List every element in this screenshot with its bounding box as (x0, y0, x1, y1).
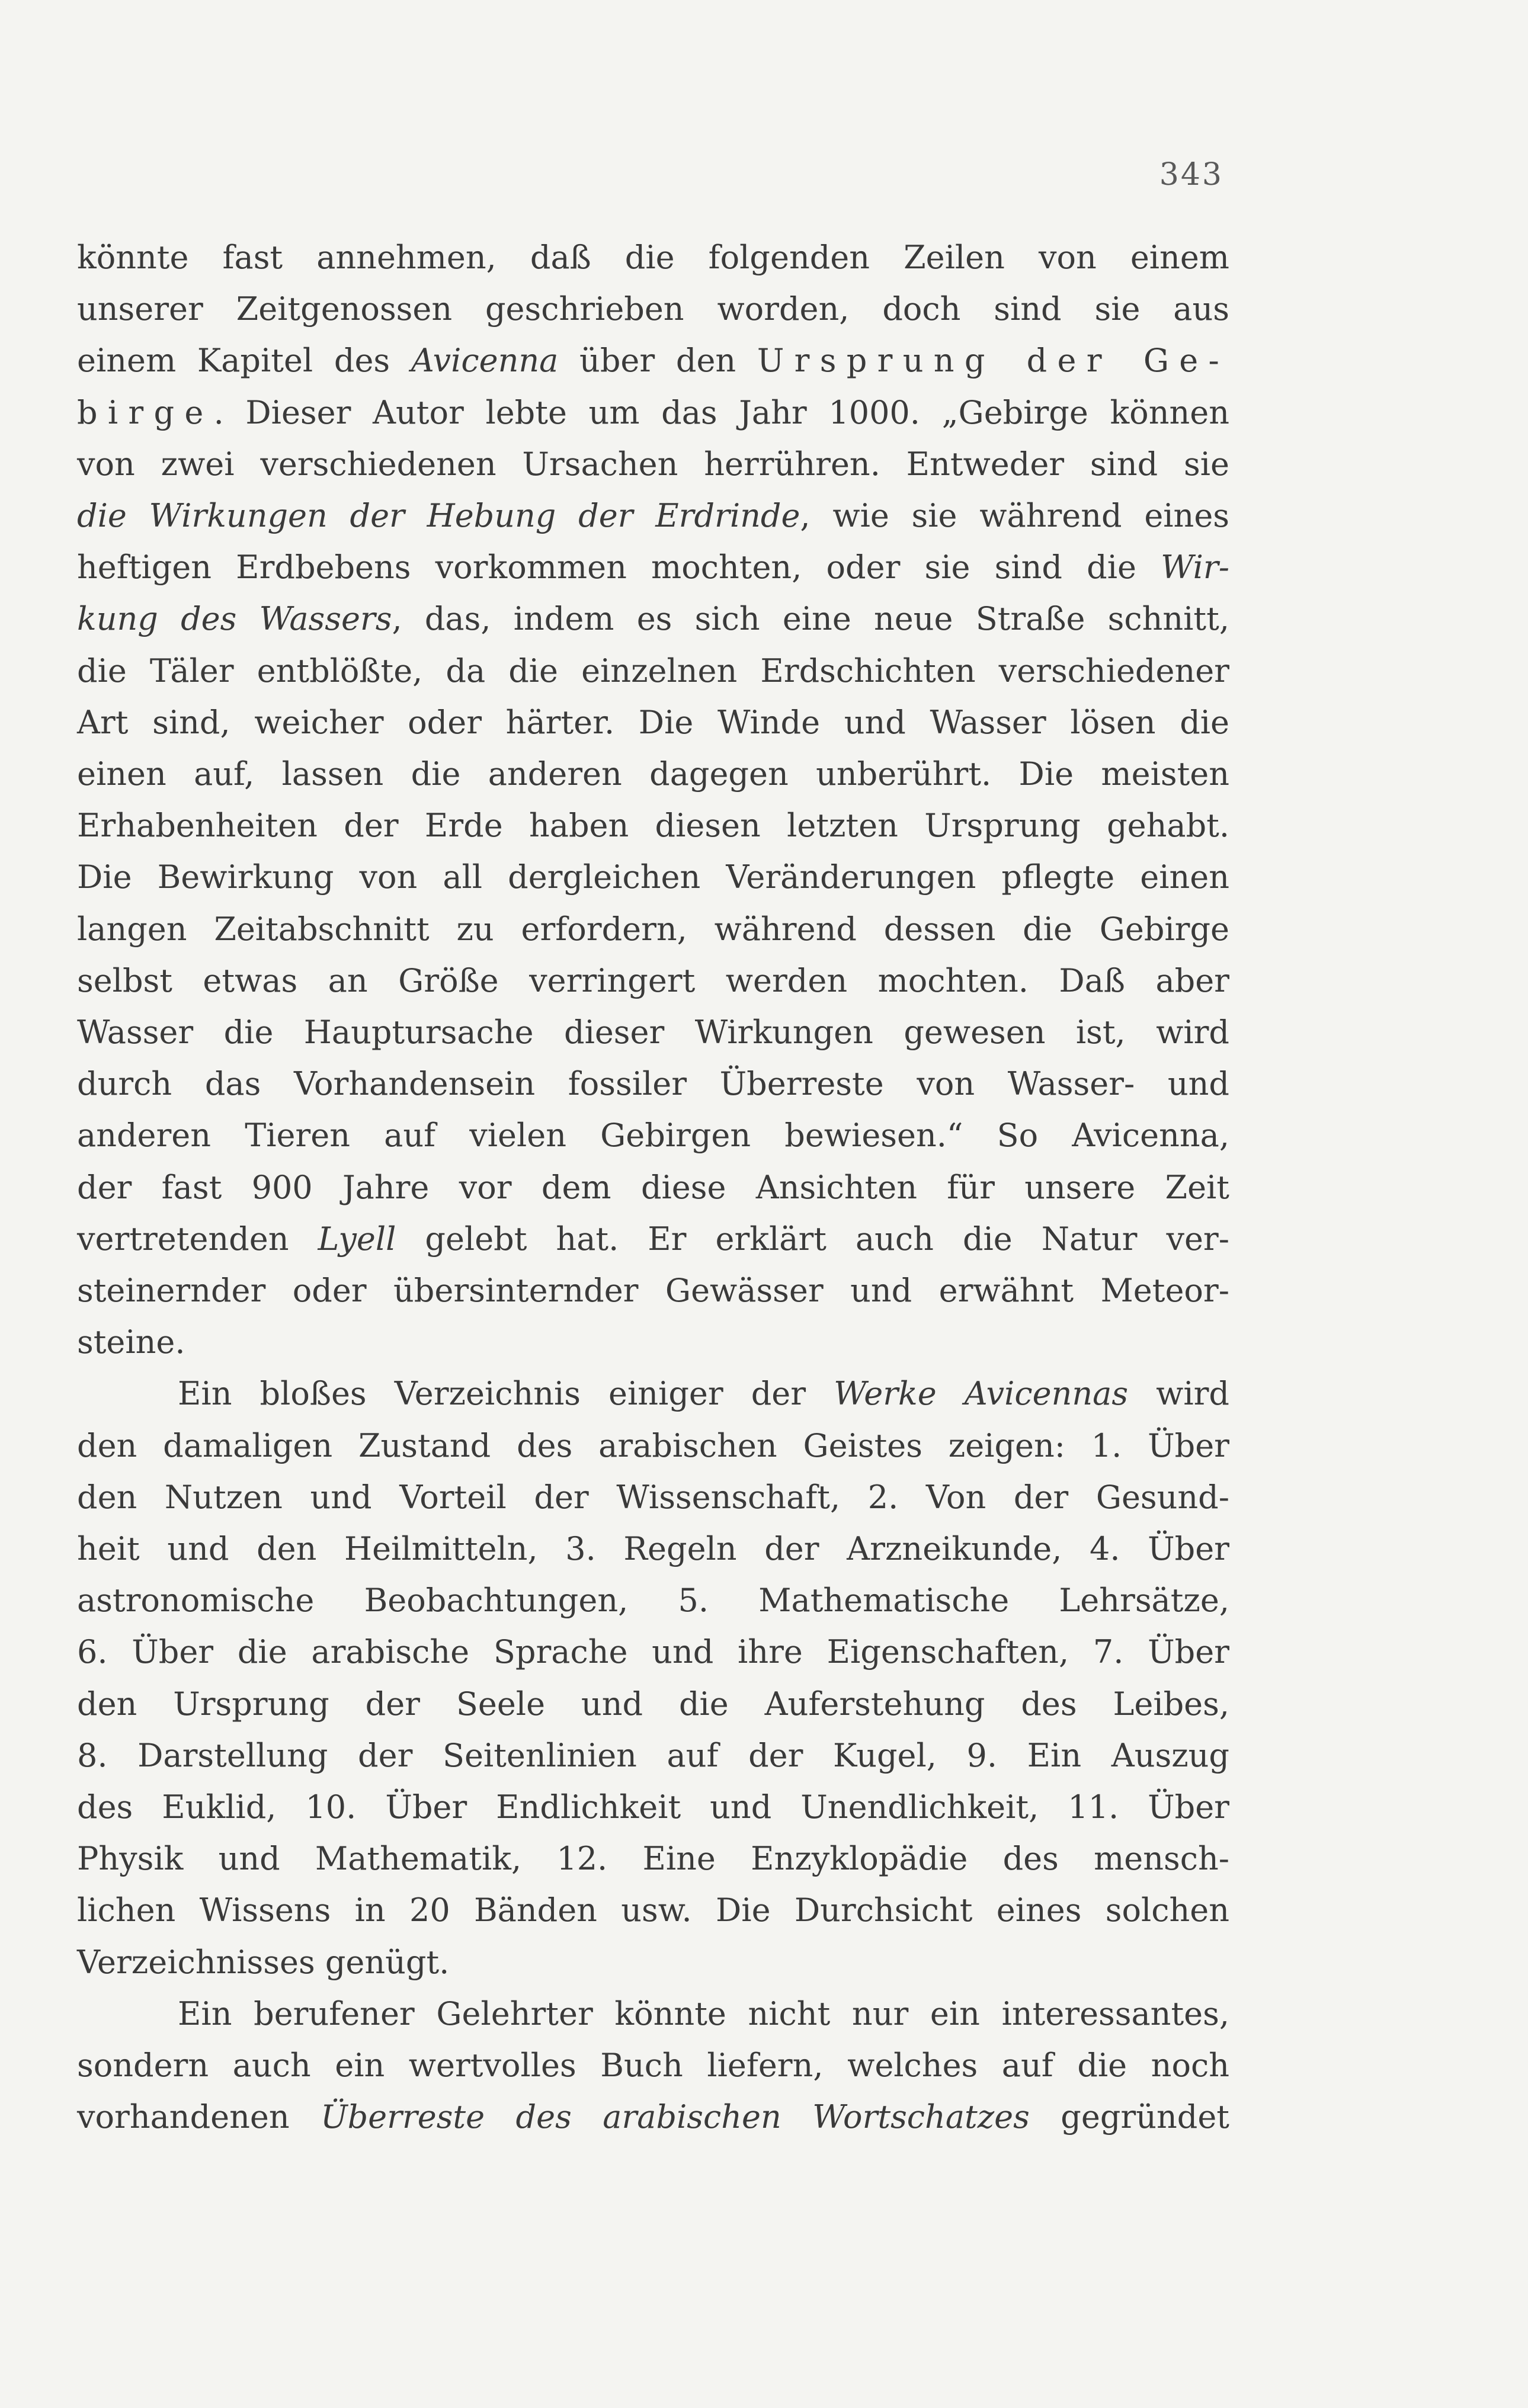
text-line (77, 1525, 1229, 1573)
text-line (77, 699, 1229, 746)
text-line (77, 1319, 1229, 1366)
text-segment: steine. (77, 1323, 185, 1361)
spaced-text: birge (77, 394, 214, 431)
text-segment: durch das Vorhandensein fossiler Überreste von Wasser- und (77, 1065, 1229, 1102)
text-segment: könnte fast annehmen, daß die folgenden Zeilen von einem (77, 239, 1229, 276)
text-line (77, 2042, 1229, 2089)
text-segment: Erhabenheiten der Erde haben diesen letzten Ursprung gehabt. (77, 807, 1229, 844)
text-segment: selbst etwas an Größe verringert werden mochten. Daß aber (77, 962, 1229, 999)
text-line (77, 337, 1229, 384)
spaced-text: Ursprung der Ge- (757, 342, 1229, 379)
text-line (77, 1474, 1229, 1521)
text-line (77, 234, 1229, 281)
text-line (77, 544, 1229, 591)
text-line (77, 286, 1229, 333)
text-line (77, 441, 1229, 488)
text-line (77, 1784, 1229, 1831)
text-line (77, 906, 1229, 953)
text-segment: einem Kapitel des (77, 342, 411, 379)
text-line (77, 2093, 1229, 2141)
text-segment: den Ursprung der Seele und die Auferstehung des Leibes, (77, 1685, 1229, 1723)
text-line (77, 1112, 1229, 1159)
text-segment: des Euklid, 10. Über Endlichkeit und Unendlichkeit, 11. Über (77, 1788, 1229, 1826)
text-segment: Physik und Mathematik, 12. Eine Enzyklopädie des mensch- (77, 1840, 1229, 1877)
text-line (77, 802, 1229, 849)
text-segment: unserer Zeitgenossen geschrieben worden, doch sind sie aus (77, 290, 1229, 328)
text-segment: sondern auch ein wertvolles Buch liefern, welches auf die noch (77, 2047, 1229, 2084)
text-segment: 8. Darstellung der Seitenlinien auf der Kugel, 9. Ein Auszug (77, 1737, 1229, 1774)
text-segment: Wasser die Hauptursache dieser Wirkungen gewesen ist, wird (77, 1014, 1229, 1051)
text-segment: der fast 900 Jahre vor dem diese Ansichten für unsere Zeit (77, 1169, 1229, 1206)
text-segment: steinernder oder übersinternder Gewässer und erwähnt Meteor- (77, 1272, 1229, 1309)
text-line (178, 1990, 1229, 2038)
page-number: 343 (1159, 157, 1223, 193)
text-line (77, 1939, 1229, 1986)
text-segment: Ein berufener Gelehrter könnte nicht nur ein interessantes, (178, 1995, 1229, 2032)
text-segment: vorhandenen (77, 2098, 321, 2136)
italic-text: kung des Wassers (77, 600, 392, 637)
text-segment: heit und den Heilmitteln, 3. Regeln der Arzneikunde, 4. Über (77, 1530, 1229, 1567)
text-line (77, 647, 1229, 695)
text-line (77, 854, 1229, 901)
text-line (77, 1732, 1229, 1779)
text-line (77, 1628, 1229, 1676)
text-segment: anderen Tieren auf vielen Gebirgen bewiesen.“ So Avicenna, (77, 1117, 1229, 1154)
italic-text: die Wirkungen der Hebung der Erdrinde (77, 497, 800, 534)
text-segment: Art sind, weicher oder härter. Die Winde und Wasser lösen die (77, 704, 1229, 741)
text-segment: gegründet (1029, 2098, 1229, 2136)
text-line (77, 1577, 1229, 1624)
text-line (178, 1370, 1229, 1418)
text-segment: , wie sie während eines (800, 497, 1229, 534)
text-segment: Die Bewirkung von all dergleichen Veränderungen pflegte einen (77, 858, 1229, 896)
text-segment: über den (558, 342, 757, 379)
text-line (77, 1835, 1229, 1883)
text-segment: . Dieser Autor lebte um das Jahr 1000. „Gebirge können (213, 394, 1229, 431)
text-line (77, 1060, 1229, 1108)
text-line (77, 389, 1229, 437)
text-line (77, 751, 1229, 798)
text-segment: Verzeichnisses genügt. (77, 1944, 450, 1981)
italic-text: Werke Avicennas (834, 1375, 1129, 1412)
text-segment: lichen Wissens in 20 Bänden usw. Die Durchsicht eines solchen (77, 1891, 1229, 1929)
text-segment: langen Zeitabschnitt zu erfordern, während dessen die Gebirge (77, 910, 1229, 948)
text-segment: , das, indem es sich eine neue Straße schnitt, (392, 600, 1230, 637)
italic-text: Avicenna (411, 342, 559, 379)
italic-text: Wir- (1161, 549, 1229, 586)
text-line (77, 1009, 1229, 1056)
text-segment: von zwei verschiedenen Ursachen herrühren. Entweder sind sie (77, 445, 1229, 483)
italic-text: Überreste des arabischen Wortschatzes (321, 2098, 1030, 2136)
text-segment: 6. Über die arabische Sprache und ihre Eigenschaften, 7. Über (77, 1633, 1229, 1670)
text-line (77, 1422, 1229, 1470)
text-segment: wird (1128, 1375, 1229, 1412)
text-segment: den Nutzen und Vorteil der Wissenschaft, 2. Von der Gesund- (77, 1479, 1229, 1516)
text-line (77, 1267, 1229, 1314)
text-line (77, 492, 1229, 540)
text-segment: die Täler entblößte, da die einzelnen Erdschichten verschiedener (77, 652, 1229, 690)
text-segment: einen auf, lassen die anderen dagegen unberührt. Die meisten (77, 755, 1229, 793)
italic-text: Lyell (318, 1220, 396, 1258)
text-segment: heftigen Erdbebens vorkommen mochten, oder sie sind die (77, 549, 1161, 586)
text-line (77, 595, 1229, 643)
text-line (77, 1887, 1229, 1934)
text-segment: Ein bloßes Verzeichnis einiger der (178, 1375, 834, 1412)
text-segment: astronomische Beobachtungen, 5. Mathematische Lehrsätze, (77, 1582, 1229, 1619)
text-line (77, 1164, 1229, 1211)
text-line (77, 957, 1229, 1005)
text-line (77, 1216, 1229, 1263)
text-segment: gelebt hat. Er erklärt auch die Natur ver- (396, 1220, 1229, 1258)
text-segment: vertretenden (77, 1220, 318, 1258)
text-line (77, 1681, 1229, 1728)
text-segment: den damaligen Zustand des arabischen Geistes zeigen: 1. Über (77, 1427, 1229, 1464)
